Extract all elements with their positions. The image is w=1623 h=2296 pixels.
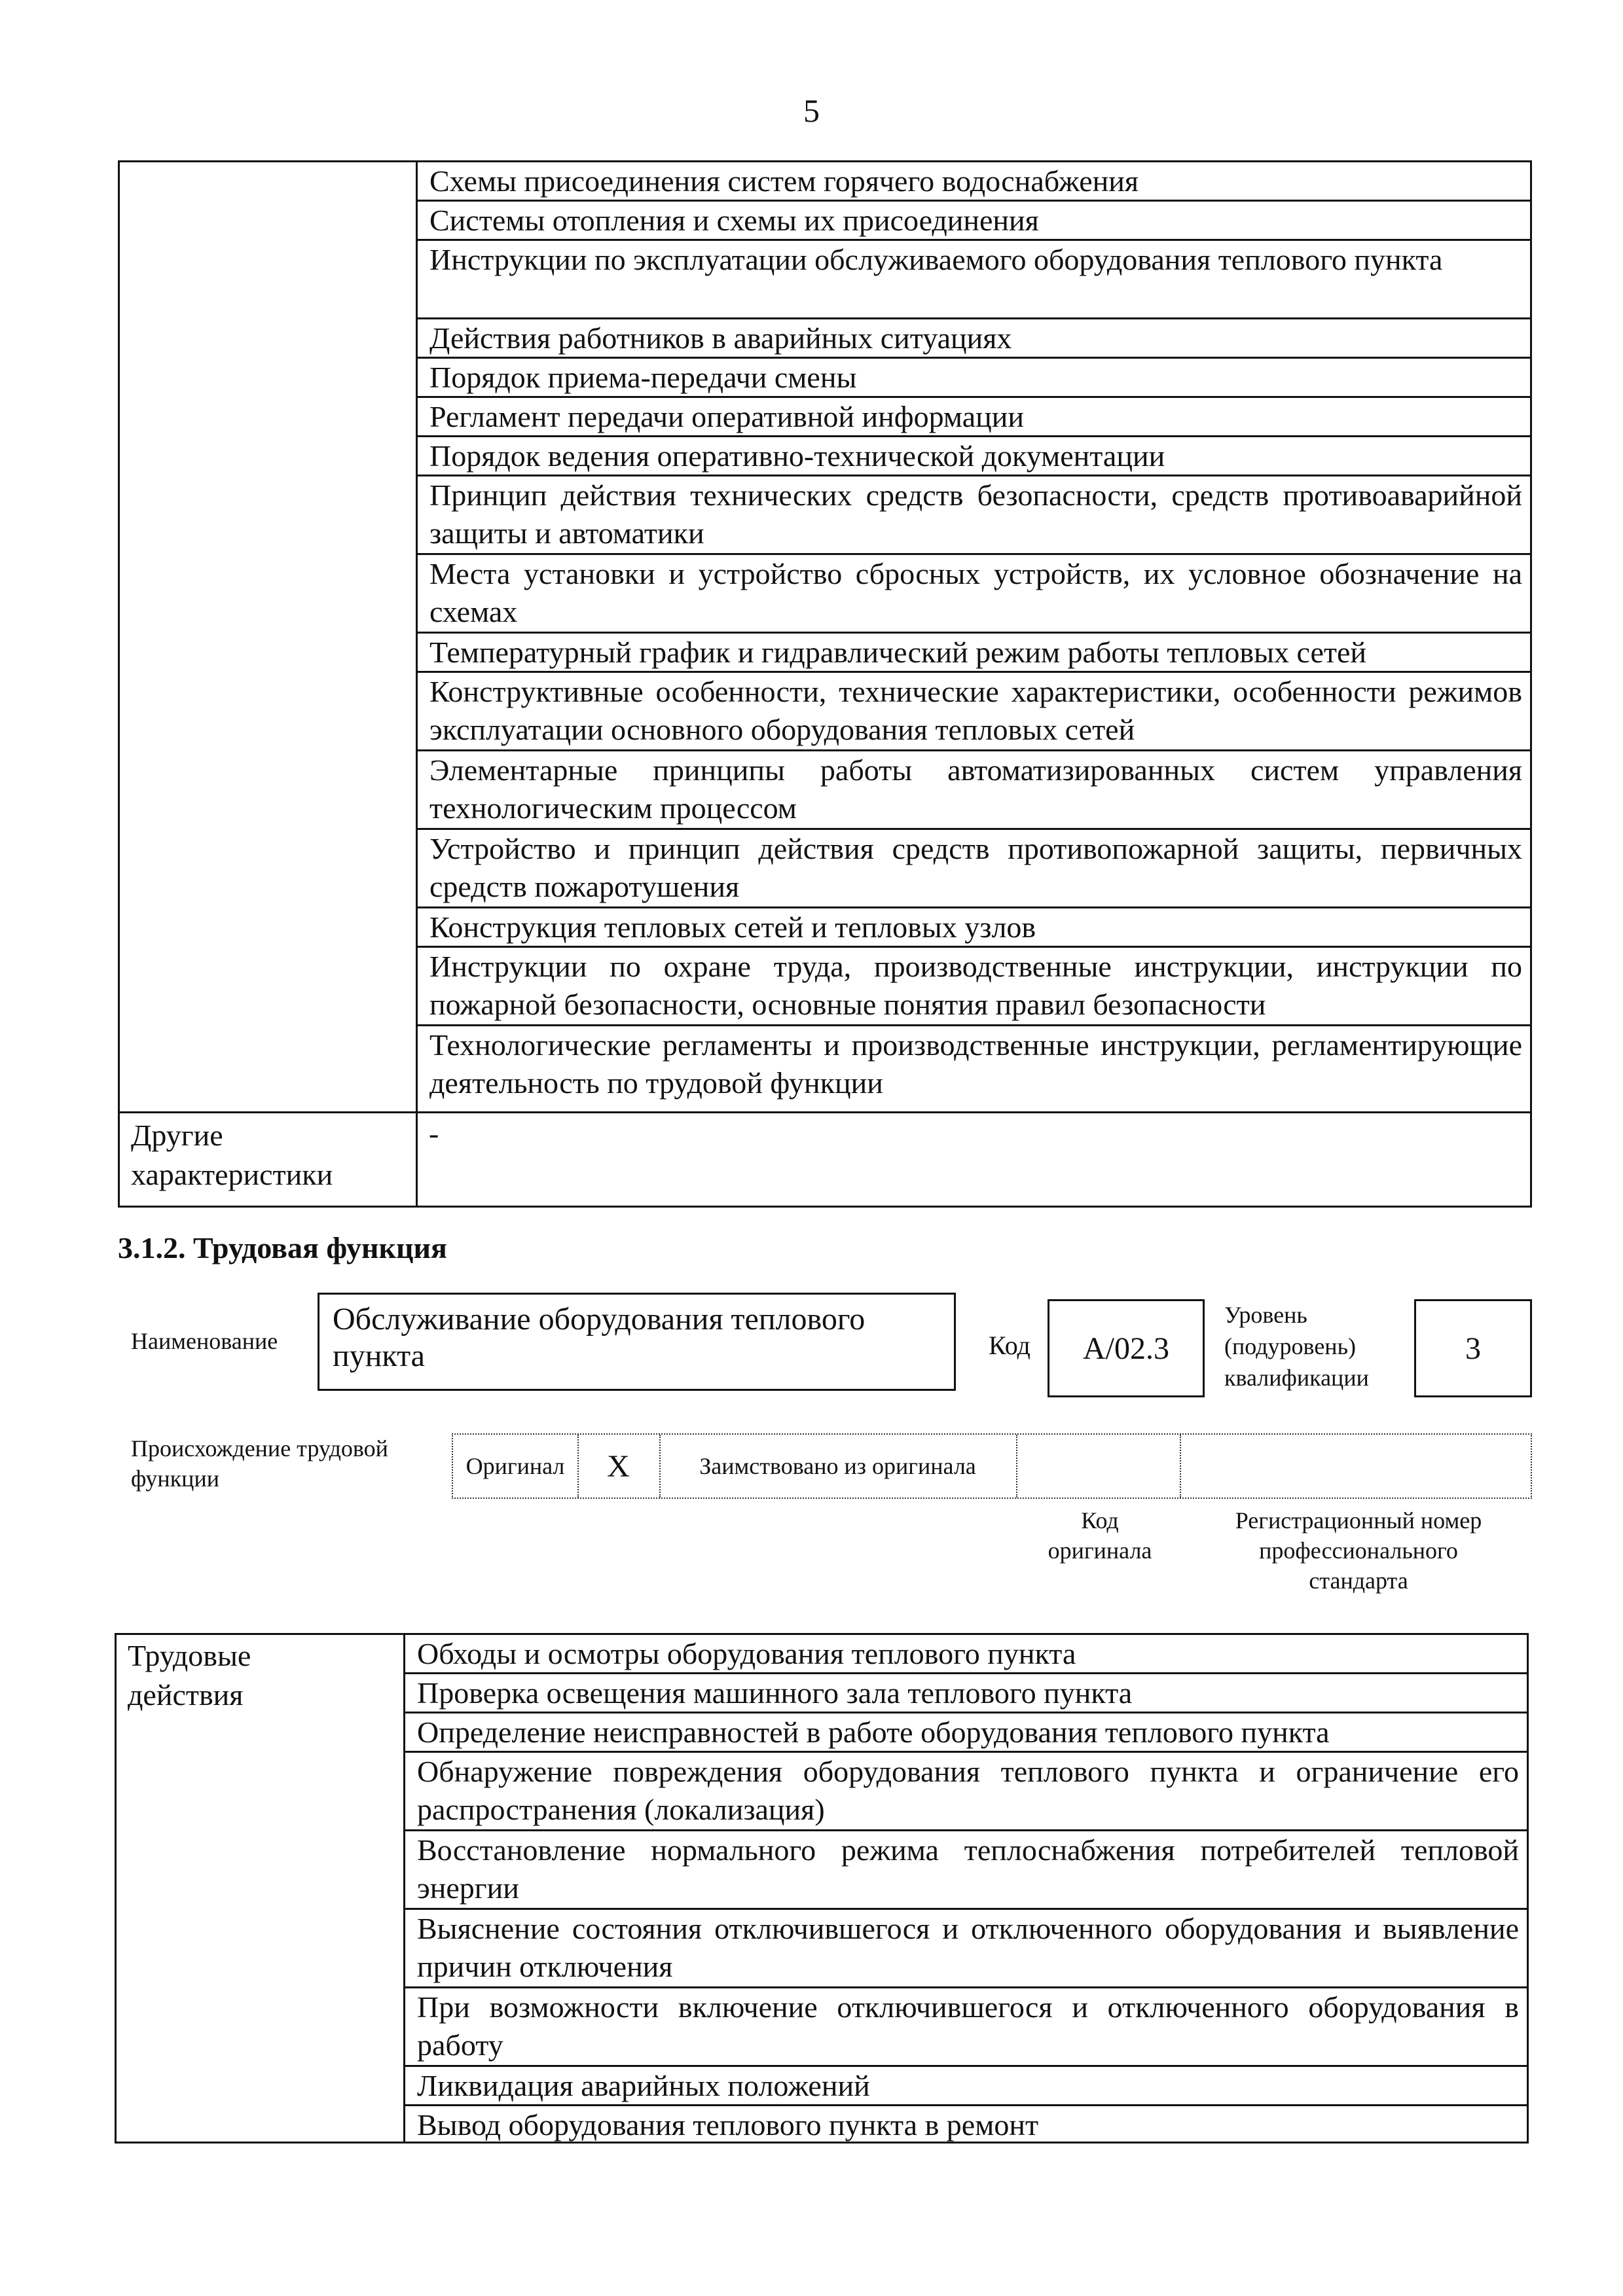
name-value-box: Обслуживание оборудования теплового пункта [318, 1293, 956, 1391]
origin-label-line: Происхождение трудовой [131, 1435, 388, 1462]
action-row: Ликвидация аварийных положений [405, 2067, 1527, 2106]
section-heading: 3.1.2. Трудовая функция [118, 1231, 447, 1265]
caption-line: Код [1081, 1507, 1119, 1534]
registration-number-cell [1180, 1435, 1531, 1498]
action-row: Восстановление нормального режима теплоснабжения потребителей тепловой энергии [405, 1831, 1527, 1910]
knowledge-row: Схемы присоединения систем горячего водоснабжения [418, 162, 1530, 202]
knowledge-row: Порядок приема-передачи смены [418, 359, 1530, 398]
action-row: Проверка освещения машинного зала теплового пункта [405, 1674, 1527, 1713]
borrowed-cell [659, 1435, 1017, 1498]
caption-line: Регистрационный номер [1235, 1507, 1482, 1534]
knowledge-row: Инструкции по охране труда, производственные инструкции, инструкции по пожарной безопасности, основные понятия правил безопасности [418, 948, 1530, 1026]
level-label-line: (подуровень) [1224, 1333, 1356, 1359]
original-mark: Х [607, 1448, 630, 1484]
knowledge-row: Системы отопления и схемы их присоединения [418, 202, 1530, 241]
original-code-cell [1016, 1435, 1181, 1498]
other-label-line: характеристики [131, 1158, 333, 1191]
action-row: Вывод оборудования теплового пункта в ремонт [417, 2108, 1039, 2142]
knowledge-rows [418, 162, 1530, 1111]
other-characteristics-value: - [429, 1117, 439, 1150]
action-row: При возможности включение отключившегося и отключенного оборудования в работу [405, 1988, 1527, 2067]
other-characteristics-label [131, 1116, 333, 1194]
caption-line: оригинала [1048, 1537, 1152, 1564]
action-row: Обходы и осмотры оборудования теплового пункта [405, 1635, 1527, 1674]
row-divider [120, 1111, 1530, 1113]
knowledge-row: Действия работников в аварийных ситуациях [418, 319, 1530, 359]
level-label-line: Уровень [1224, 1302, 1307, 1328]
knowledge-row: Технологические регламенты и производственные инструкции, регламентирующие деятельность по трудовой функции [429, 1028, 1522, 1100]
knowledge-row: Элементарные принципы работы автоматизированных систем управления технологическим процессом [418, 751, 1530, 830]
level-value-box: 3 [1414, 1299, 1532, 1397]
action-row: Обнаружение повреждения оборудования теплового пункта и ограничение его распространения (локализация) [405, 1753, 1527, 1831]
other-label-line: Другие [131, 1119, 223, 1152]
registration-number-caption [1185, 1505, 1532, 1596]
actions-label [128, 1636, 251, 1715]
code-value-box: А/02.3 [1048, 1299, 1205, 1397]
original-label: Оригинал [465, 1453, 565, 1479]
borrowed-label: Заимствовано из оригинала [699, 1453, 976, 1479]
level-label-line: квалификации [1224, 1365, 1369, 1391]
original-mark-cell [577, 1435, 661, 1498]
action-row: Определение неисправностей в работе оборудования теплового пункта [405, 1713, 1527, 1753]
code-label: Код [989, 1331, 1030, 1360]
origin-label [131, 1433, 388, 1494]
knowledge-row: Температурный график и гидравлический режим работы тепловых сетей [418, 634, 1530, 673]
actions-table [115, 1633, 1529, 2144]
knowledge-row: Инструкции по эксплуатации обслуживаемого оборудования теплового пункта [418, 241, 1530, 319]
knowledge-row: Места установки и устройство сбросных устройств, их условное обозначение на схемах [418, 555, 1530, 634]
caption-line: стандарта [1309, 1568, 1408, 1594]
knowledge-row: Устройство и принцип действия средств противопожарной защиты, первичных средств пожаротушения [418, 830, 1530, 908]
level-label [1224, 1299, 1369, 1393]
knowledge-row: Конструкция тепловых сетей и тепловых узлов [418, 908, 1530, 948]
actions-label-line: действия [128, 1678, 244, 1712]
actions-label-line: Трудовые [128, 1639, 251, 1672]
page-number: 5 [803, 92, 820, 129]
actions-rows [405, 1635, 1527, 2142]
original-cell [453, 1435, 579, 1498]
knowledge-table [118, 160, 1532, 1208]
original-code-caption [1018, 1505, 1182, 1566]
origin-row [452, 1433, 1532, 1499]
knowledge-row: Конструктивные особенности, технические характеристики, особенности режимов эксплуатации основного оборудования тепловых сетей [418, 673, 1530, 751]
action-row: Выяснение состояния отключившегося и отключенного оборудования и выявление причин отключения [405, 1910, 1527, 1988]
origin-label-line: функции [131, 1465, 219, 1492]
knowledge-row: Принцип действия технических средств безопасности, средств противоаварийной защиты и автоматики [418, 476, 1530, 555]
name-label: Наименование [131, 1328, 278, 1354]
caption-line: профессионального [1259, 1537, 1458, 1564]
knowledge-row: Регламент передачи оперативной информации [418, 398, 1530, 437]
knowledge-row: Порядок ведения оперативно-технической документации [418, 437, 1530, 476]
